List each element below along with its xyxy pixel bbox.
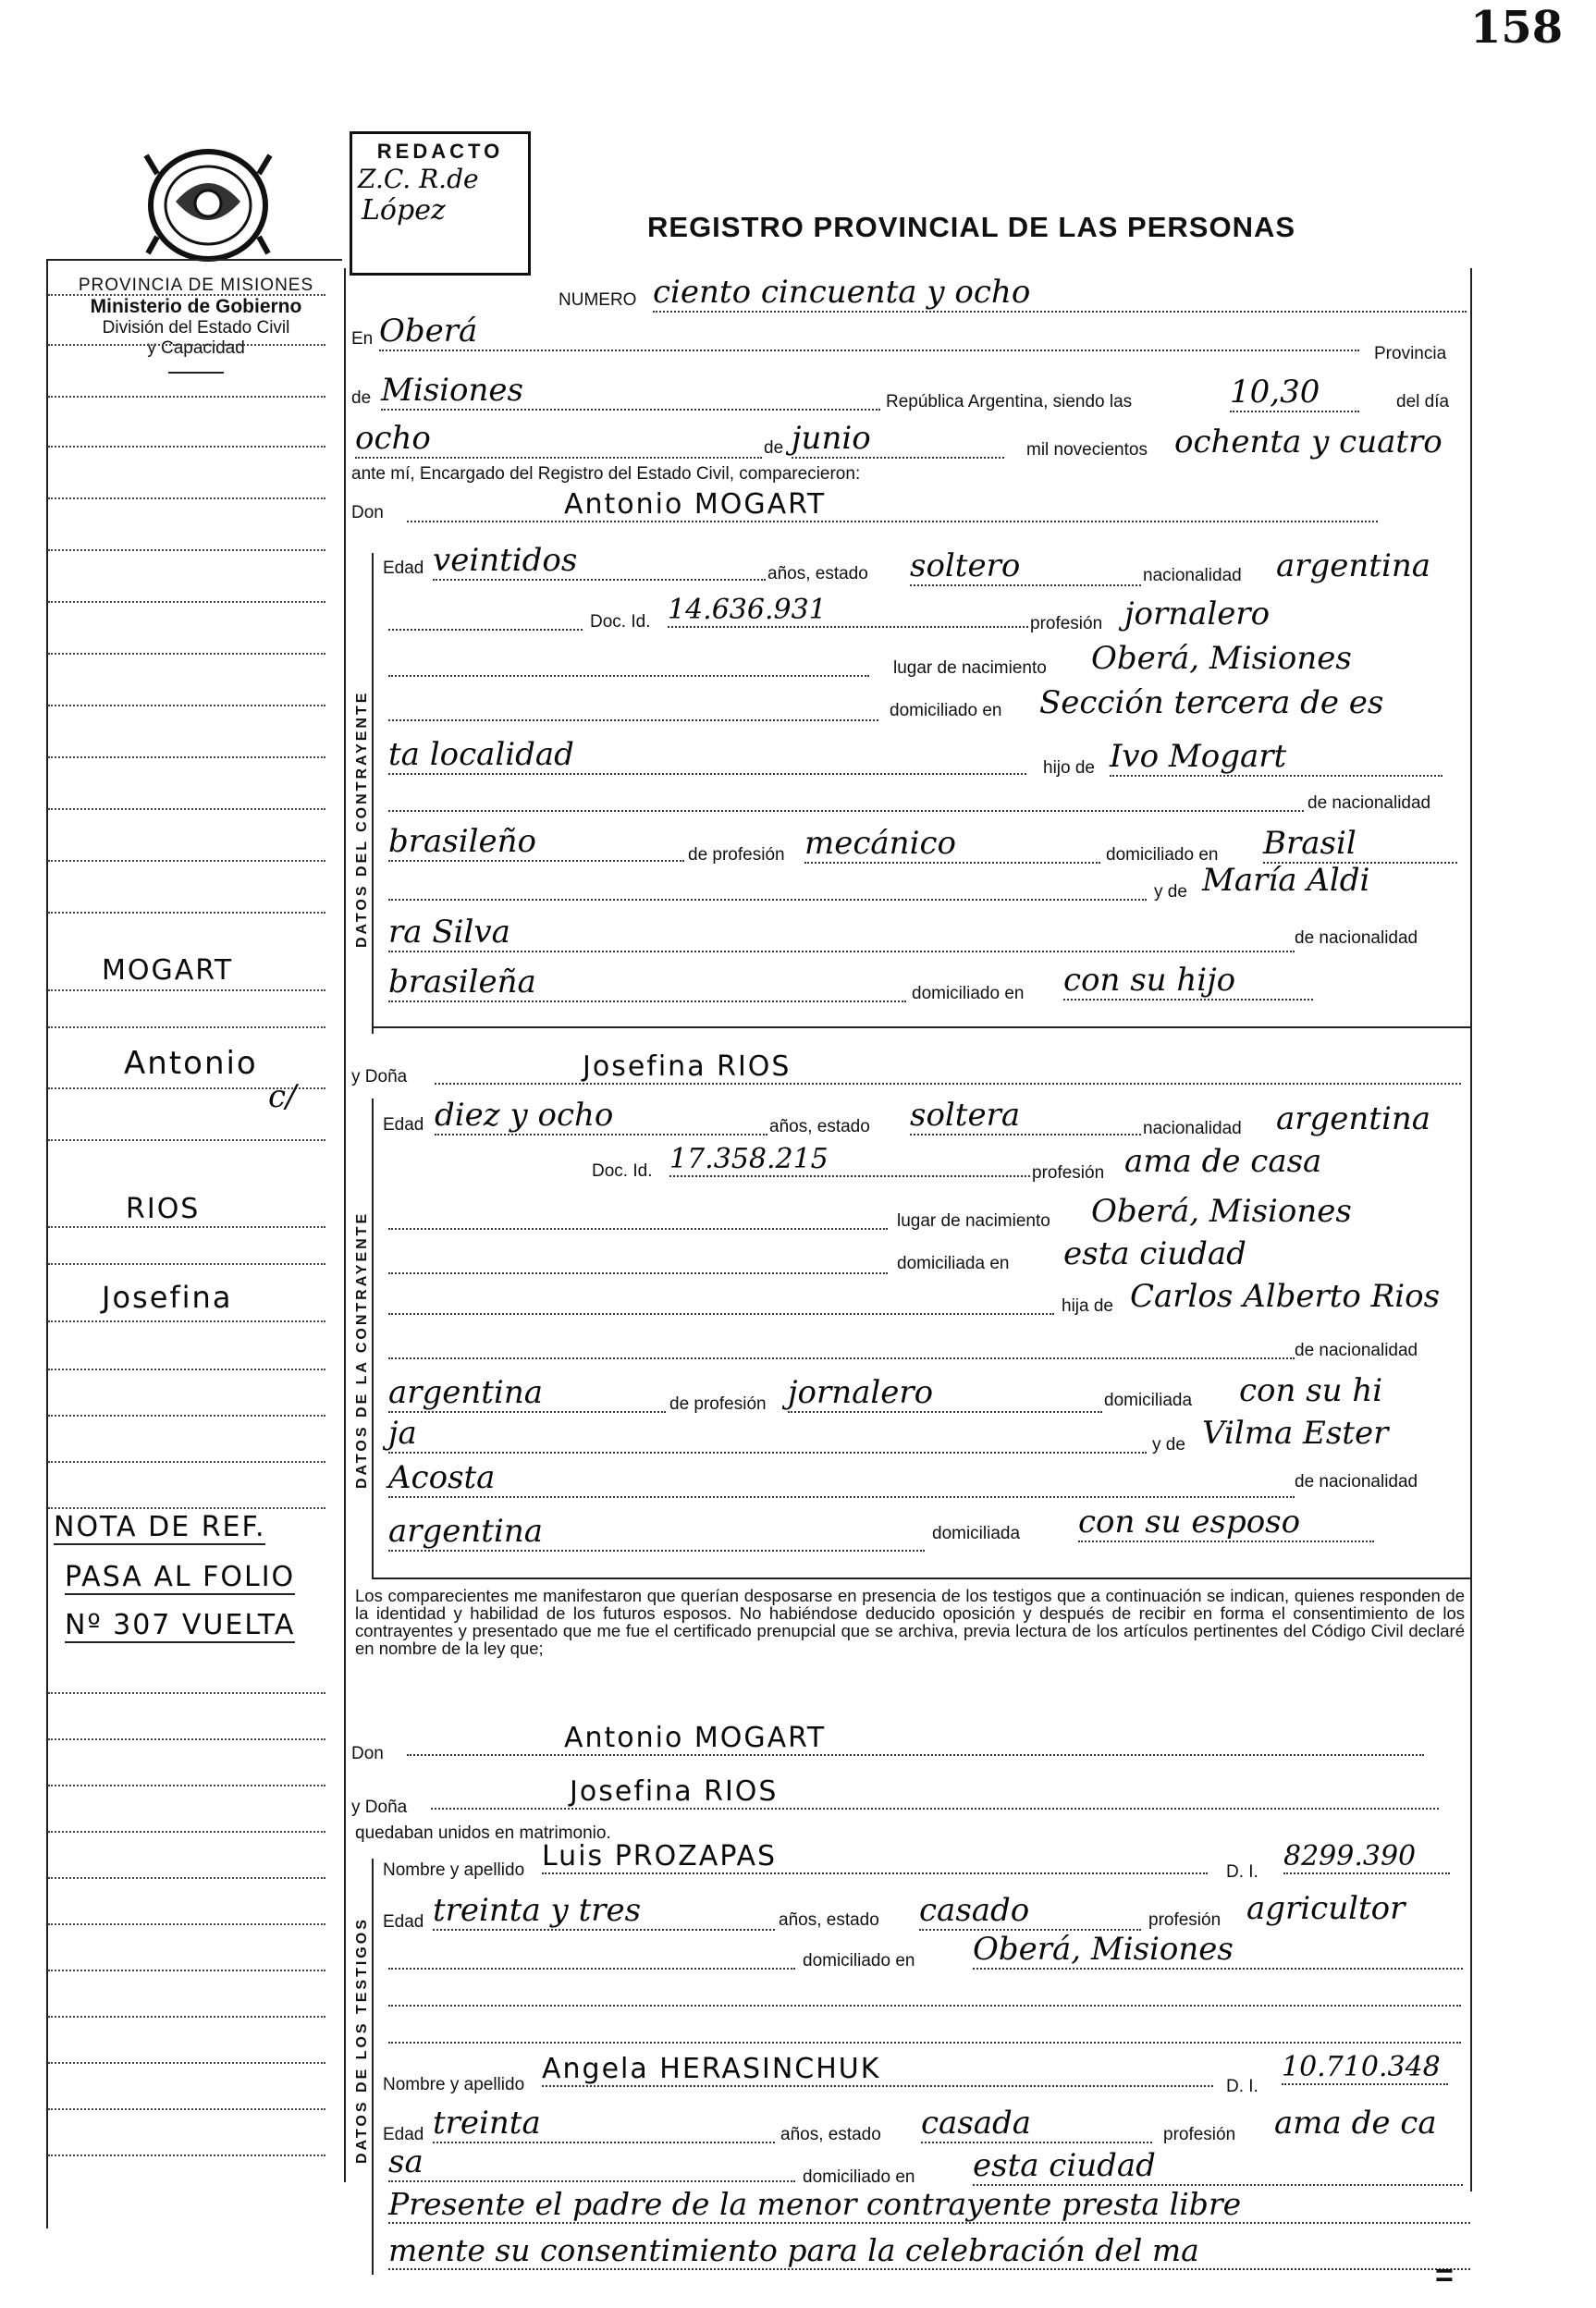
bride-padre-dom2: ja	[388, 1415, 1147, 1454]
w1-di: 8299.390	[1283, 1840, 1450, 1874]
w2-anos-label: años, estado	[780, 2125, 881, 2144]
w1-nombre-label: Nombre y apellido	[383, 1860, 525, 1880]
declaration-text: Los comparecientes me manifestaron que querían desposarse en presencia de los testigos que a continuación se indican, quienes responden de la identidad y habilidad de los futuros esposos. No habiéndose deducido oposición y después de recibir en forma el consentimiento de los contrayentes y presentado que me fue el certificado prenupcial que se archiva, previa lectura de los artículos pertinentes del Código Civil declaré en nombre de la ley que;	[355, 1586, 1465, 1658]
margin-surname2: RIOS	[126, 1193, 201, 1225]
numero-value: ciento cincuenta y ocho	[653, 274, 1467, 313]
division-name: División del Estado Civil	[102, 318, 290, 338]
bride-prof-label: profesión	[1032, 1163, 1105, 1183]
bride-padre-dom1: con su hi	[1239, 1372, 1383, 1409]
bride-dom-label: domiciliada en	[897, 1254, 1010, 1273]
bride-lugar-label: lugar de nacimiento	[897, 1211, 1050, 1231]
republica-text: República Argentina, siendo las	[886, 392, 1133, 411]
bride-madre1: Vilma Ester	[1202, 1415, 1389, 1452]
bride-doc: 17.358.215	[669, 1143, 1030, 1177]
provincial-seal	[139, 137, 277, 268]
don-value: Antonio MOGART	[407, 488, 1378, 522]
end-mark: =	[1435, 2258, 1454, 2293]
margin-surname1: MOGART	[102, 954, 234, 987]
groom-de-nac-label: de nacionalidad	[1307, 793, 1431, 813]
groom-padre: Ivo Mogart	[1110, 738, 1443, 777]
groom-padre-prof: mecánico	[804, 825, 1100, 864]
w1-edad-label: Edad	[383, 1912, 424, 1932]
groom-padre-nac: brasileño	[388, 823, 684, 862]
groom-anos-label: años, estado	[767, 564, 868, 583]
decl-dona-label: y Doña	[351, 1798, 408, 1817]
page-number: 158	[1470, 2, 1564, 54]
bride-de-prof-label: de profesión	[669, 1394, 767, 1414]
mes-value: junio	[792, 420, 1004, 459]
bride-padre-nac: argentina	[388, 1374, 666, 1413]
margin-c: c/	[268, 1078, 297, 1115]
bride-padre-dom-label: domiciliada	[1104, 1391, 1193, 1410]
groom-lugar-label: lugar de nacimiento	[893, 658, 1047, 678]
w2-nombre-label: Nombre y apellido	[383, 2075, 525, 2094]
groom-edad: veintidos	[433, 542, 766, 581]
w1-edad: treinta y tres	[433, 1892, 775, 1931]
groom-prof-label: profesión	[1030, 614, 1103, 633]
bride-dona-label: y Doña	[351, 1067, 408, 1086]
w1-nombre: Luis PROZAPAS	[542, 1840, 1208, 1874]
bride-edad-label: Edad	[383, 1115, 424, 1135]
groom-lugar: Oberá, Misiones	[1091, 640, 1352, 677]
groom-madre2: ra Silva	[388, 914, 1295, 952]
decl-don: Antonio MOGART	[407, 1722, 1424, 1756]
w2-di: 10.710.348	[1282, 2051, 1448, 2085]
margin-nota2: PASA AL FOLIO	[65, 1561, 296, 1593]
groom-nacionalidad: argentina	[1276, 547, 1431, 584]
groom-section-label: DATOS DEL CONTRAYENTE	[354, 690, 370, 948]
w2-prof-label: profesión	[1163, 2125, 1236, 2144]
margin-name2: Josefina	[102, 1280, 233, 1315]
bride-madre-dom-label: domiciliada	[932, 1524, 1021, 1543]
provincia-label: Provincia	[1374, 344, 1447, 363]
bride-anos-label: años, estado	[769, 1117, 870, 1136]
bride-nacionalidad: argentina	[1276, 1100, 1431, 1137]
groom-madre-dom: con su hijo	[1063, 962, 1313, 1001]
bride-hija-label: hija de	[1062, 1296, 1113, 1316]
groom-dom2: ta localidad	[388, 736, 1026, 775]
witness-note-line1: Presente el padre de la menor contrayente presta libre	[388, 2186, 1470, 2224]
bride-nac-label: nacionalidad	[1143, 1119, 1242, 1138]
groom-doc: 14.636.931	[668, 594, 1028, 628]
bride-y-de-label: y de	[1152, 1435, 1185, 1455]
margin-nota3: Nº 307 VUELTA	[65, 1609, 296, 1641]
institution-block	[57, 276, 335, 374]
province-value: Misiones	[381, 372, 880, 411]
decl-quedaban: quedaban unidos en matrimonio.	[355, 1823, 611, 1843]
decl-don-label: Don	[351, 1744, 384, 1763]
bride-profesion: ama de casa	[1124, 1143, 1322, 1180]
groom-y-de-label: y de	[1154, 882, 1187, 902]
bride-estado: soltera	[910, 1097, 1141, 1136]
w1-dom-label: domiciliado en	[803, 1951, 915, 1970]
w1-anos-label: años, estado	[779, 1910, 879, 1930]
bride-lugar: Oberá, Misiones	[1091, 1193, 1352, 1230]
w2-nombre: Angela HERASINCHUK	[542, 2053, 1213, 2087]
bride-madre2: Acosta	[388, 1459, 1295, 1498]
bride-padre-prof: jornalero	[788, 1374, 1102, 1413]
bride-madre-nac-label: de nacionalidad	[1295, 1472, 1418, 1492]
province-name: PROVINCIA DE MISIONES	[78, 276, 314, 295]
w2-cont: sa	[388, 2143, 795, 2182]
groom-dom-label: domiciliado en	[890, 701, 1002, 720]
dia-value: ocho	[355, 420, 762, 459]
bride-edad: diez y ocho	[435, 1097, 767, 1136]
groom-doc-label: Doc. Id.	[590, 612, 651, 632]
bride-dona: Josefina RIOS	[435, 1050, 1461, 1085]
witnesses-section-label: DATOS DE LOS TESTIGOS	[354, 1917, 370, 2164]
bride-section-label: DATOS DE LA CONTRAYENTE	[354, 1210, 370, 1489]
bride-madre-nac: argentina	[388, 1513, 925, 1552]
bride-padre: Carlos Alberto Rios	[1130, 1278, 1441, 1315]
w1-dom: Oberá, Misiones	[973, 1931, 1463, 1970]
w2-edad: treinta	[433, 2105, 775, 2143]
groom-dom1: Sección tercera de es	[1039, 684, 1384, 721]
de-label: de	[351, 388, 372, 408]
margin-nota1: NOTA DE REF.	[54, 1511, 266, 1543]
w2-dom: esta ciudad	[973, 2147, 1463, 2186]
stamp-name-line2: López	[362, 194, 446, 227]
groom-padre-dom-label: domiciliado en	[1106, 845, 1219, 865]
w2-dom-label: domiciliado en	[803, 2167, 915, 2187]
city-value: Oberá	[379, 313, 1359, 351]
bride-de-nac-label: de nacionalidad	[1295, 1341, 1418, 1360]
w1-estado: casado	[919, 1892, 1141, 1931]
witness-note-line2: mente su consentimiento para la celebración del ma	[388, 2232, 1470, 2270]
registry-title: REGISTRO PROVINCIAL DE LAS PERSONAS	[647, 211, 1296, 243]
division-name-cont: y Capacidad	[147, 338, 245, 358]
stamp-name-line1: Z.C. R.de	[358, 164, 479, 194]
don-label: Don	[351, 503, 384, 522]
stamp-title: REDACTO	[376, 140, 504, 163]
ante-text: ante mí, Encargado del Registro del Estado Civil, comparecieron:	[351, 464, 861, 484]
margin-name1: Antonio	[124, 1045, 258, 1082]
w1-di-label: D. I.	[1226, 1862, 1258, 1882]
decl-dona: Josefina RIOS	[431, 1775, 1439, 1810]
numero-label: NUMERO	[559, 290, 637, 310]
w1-profesion: agricultor	[1246, 1890, 1406, 1927]
w2-estado: casada	[921, 2105, 1152, 2143]
w2-edad-label: Edad	[383, 2125, 424, 2144]
bride-doc-label: Doc. Id.	[592, 1161, 653, 1181]
groom-profesion: jornalero	[1124, 595, 1271, 632]
ministry-name: Ministerio de Gobierno	[90, 296, 302, 317]
w2-profesion: ama de ca	[1274, 2105, 1437, 2142]
hora-value: 10,30	[1230, 374, 1359, 412]
w1-prof-label: profesión	[1148, 1910, 1222, 1930]
bride-madre-dom: con su esposo	[1078, 1504, 1374, 1542]
de-mes-label: de	[764, 438, 784, 458]
w2-di-label: D. I.	[1226, 2077, 1258, 2096]
groom-madre-nac-label: de nacionalidad	[1295, 928, 1418, 948]
bride-dom: esta ciudad	[1063, 1235, 1246, 1272]
groom-de-prof-label: de profesión	[688, 845, 785, 865]
groom-madre1: María Aldi	[1202, 862, 1370, 899]
groom-hijo-label: hijo de	[1043, 758, 1095, 778]
groom-edad-label: Edad	[383, 559, 424, 578]
groom-estado: soltero	[910, 547, 1141, 586]
groom-madre-nac: brasileña	[388, 964, 906, 1002]
del-dia-label: del día	[1396, 392, 1450, 411]
mil-label: mil novecientos	[1026, 440, 1148, 460]
groom-madre-dom-label: domiciliado en	[912, 984, 1025, 1003]
redacto-stamp	[350, 131, 531, 276]
en-label: En	[351, 329, 374, 349]
anio-value: ochenta y cuatro	[1174, 424, 1443, 460]
groom-padre-dom: Brasil	[1263, 825, 1457, 864]
groom-nac-label: nacionalidad	[1143, 566, 1242, 585]
